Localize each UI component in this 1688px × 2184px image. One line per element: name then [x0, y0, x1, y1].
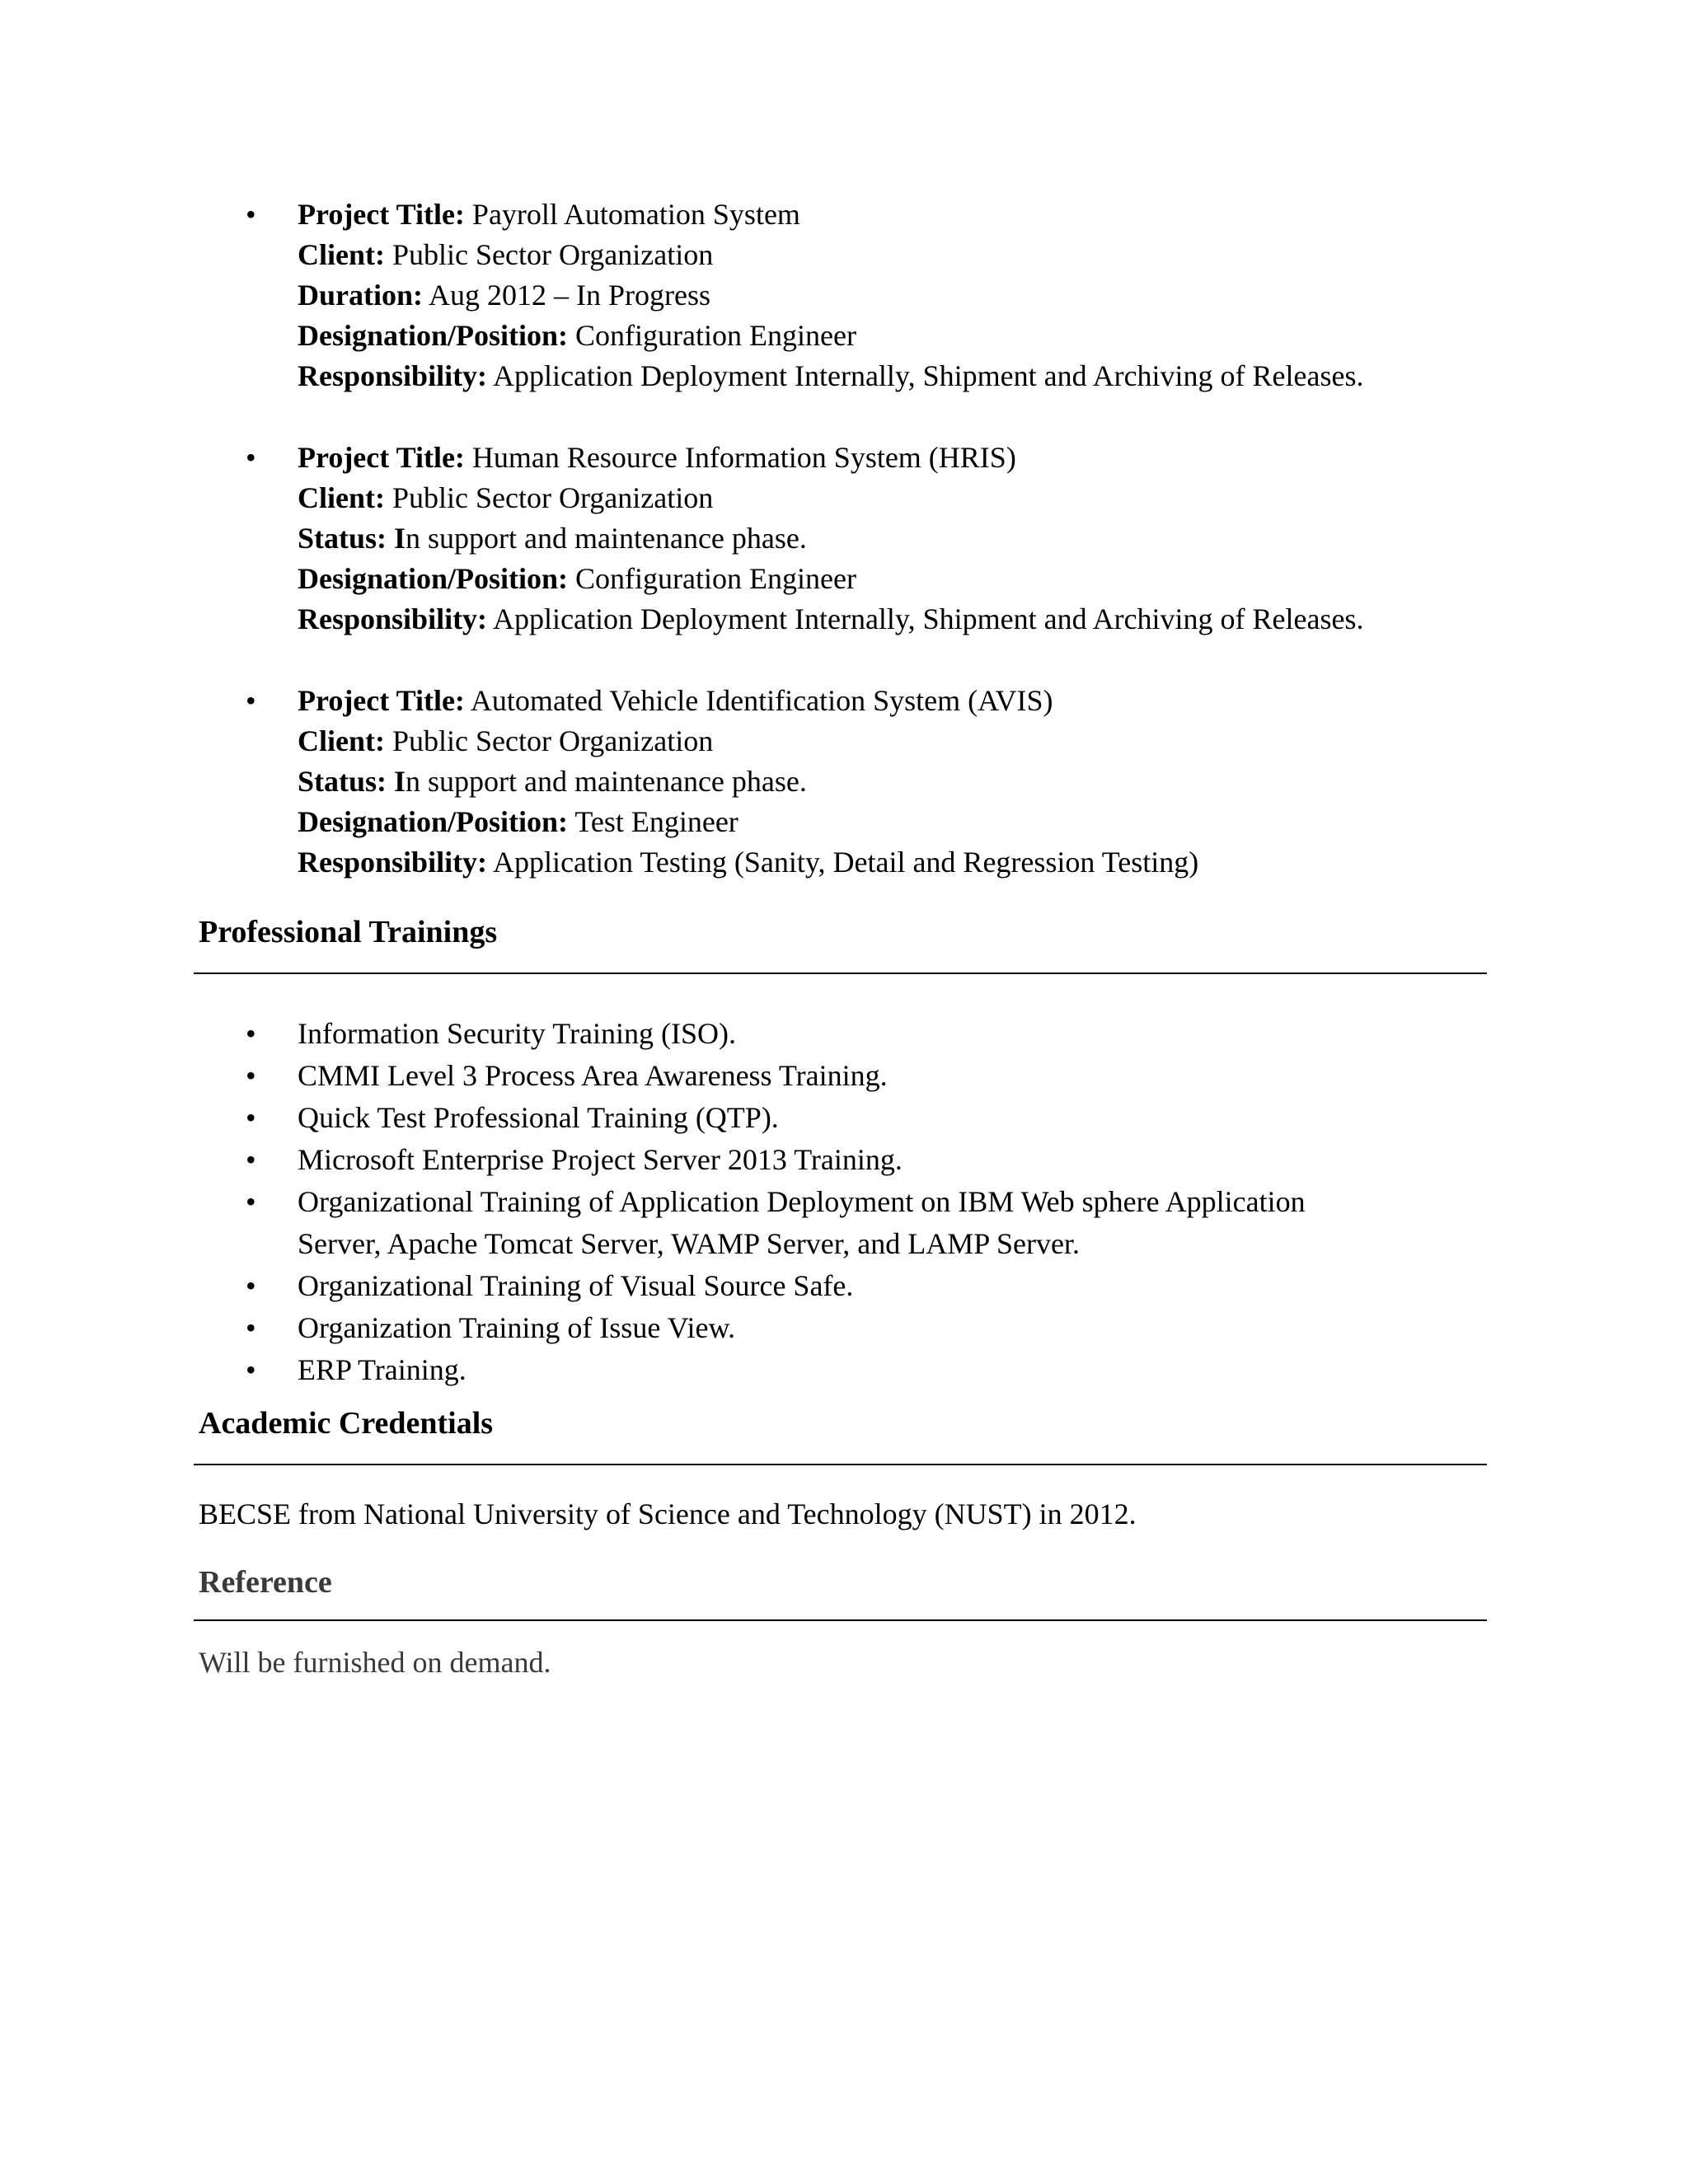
project-details	[298, 681, 1688, 883]
section-divider	[194, 972, 1487, 974]
training-item	[0, 1265, 1688, 1307]
field-value: Public Sector Organization	[384, 481, 714, 514]
section-divider	[194, 1464, 1487, 1465]
bullet-icon: •	[246, 684, 256, 717]
project-title-line	[298, 681, 1688, 721]
field-label: Project Title:	[298, 441, 465, 474]
field-label: Status: I	[298, 522, 406, 555]
training-item	[0, 1307, 1688, 1349]
bullet-icon: •	[246, 441, 256, 474]
section-divider	[194, 1619, 1487, 1621]
training-text: ERP Training.	[298, 1353, 467, 1386]
field-value: Public Sector Organization	[384, 238, 714, 271]
field-label: Client:	[298, 238, 385, 271]
project-details	[298, 438, 1688, 640]
reference-text: Will be furnished on demand.	[199, 1646, 551, 1679]
field-label: Project Title:	[298, 684, 465, 717]
field-value: Human Resource Information System (HRIS)	[464, 441, 1016, 474]
field-value: Payroll Automation System	[464, 198, 800, 231]
training-text: Organizational Training of Application Deployment on IBM Web sphere Application Server, Apache Tomcat Server, WAMP Server, and LAMP Server.	[298, 1185, 1306, 1260]
field-value: Aug 2012 – In Progress	[423, 279, 710, 312]
project-item	[0, 438, 1688, 640]
client-line	[298, 721, 1688, 762]
project-title-line	[298, 194, 1688, 235]
project-item	[0, 194, 1688, 396]
field-value: Automated Vehicle Identification System (AVIS)	[464, 684, 1053, 717]
section-title-reference: Reference	[199, 1565, 332, 1600]
field-label: Status: I	[298, 765, 406, 798]
bullet-icon: •	[246, 1017, 256, 1050]
field-label: Designation/Position:	[298, 805, 569, 838]
training-text: Organizational Training of Visual Source Safe.	[298, 1269, 854, 1302]
client-line	[298, 478, 1688, 518]
bullet-icon: •	[246, 198, 256, 231]
status-line	[298, 762, 1688, 802]
training-item	[0, 1349, 1688, 1391]
field-label: Responsibility:	[298, 602, 488, 635]
field-value: Test Engineer	[568, 805, 738, 838]
designation-line	[298, 316, 1688, 356]
field-label: Client:	[298, 481, 385, 514]
field-label: Project Title:	[298, 198, 465, 231]
designation-line	[298, 802, 1688, 842]
training-item	[0, 1097, 1688, 1139]
bullet-icon: •	[246, 1311, 256, 1344]
field-label: Designation/Position:	[298, 319, 569, 352]
training-item	[0, 1013, 1688, 1055]
bullet-icon: •	[246, 1143, 256, 1176]
client-line	[298, 235, 1688, 275]
training-item	[0, 1139, 1688, 1181]
bullet-icon: •	[246, 1185, 256, 1218]
field-label: Responsibility:	[298, 846, 488, 879]
training-text: Organization Training of Issue View.	[298, 1311, 736, 1344]
project-title-line	[298, 438, 1688, 478]
section-title-professional-trainings: Professional Trainings	[199, 915, 498, 949]
responsibility-line	[298, 599, 1688, 640]
field-label: Duration:	[298, 279, 423, 312]
training-item	[0, 1055, 1688, 1097]
field-value: Configuration Engineer	[568, 319, 856, 352]
project-details	[298, 194, 1688, 396]
training-text: Quick Test Professional Training (QTP).	[298, 1101, 779, 1134]
bullet-icon: •	[246, 1353, 256, 1386]
duration-line	[298, 275, 1688, 316]
bullet-icon: •	[246, 1101, 256, 1134]
training-text: Information Security Training (ISO).	[298, 1017, 736, 1050]
bullet-icon: •	[246, 1059, 256, 1092]
academic-credentials-text: BECSE from National University of Science and Technology (NUST) in 2012.	[199, 1497, 1137, 1530]
field-label: Responsibility:	[298, 359, 488, 392]
field-value: n support and maintenance phase.	[406, 522, 807, 555]
field-value: Public Sector Organization	[384, 724, 714, 757]
field-value: Application Deployment Internally, Shipment and Archiving of Releases.	[487, 602, 1364, 635]
field-value: Application Testing (Sanity, Detail and Regression Testing)	[487, 846, 1199, 879]
designation-line	[298, 559, 1688, 599]
trainings-list	[0, 1013, 1688, 1391]
field-value: Configuration Engineer	[568, 562, 856, 595]
field-label: Designation/Position:	[298, 562, 569, 595]
project-list	[0, 194, 1688, 924]
field-value: n support and maintenance phase.	[406, 765, 807, 798]
section-title-academic-credentials: Academic Credentials	[199, 1406, 494, 1441]
training-item	[0, 1181, 1688, 1265]
project-item	[0, 681, 1688, 883]
bullet-icon: •	[246, 1269, 256, 1302]
status-line	[298, 518, 1688, 559]
responsibility-line	[298, 842, 1688, 883]
field-label: Client:	[298, 724, 385, 757]
responsibility-line	[298, 356, 1688, 396]
field-value: Application Deployment Internally, Shipment and Archiving of Releases.	[487, 359, 1364, 392]
training-text: Microsoft Enterprise Project Server 2013 Training.	[298, 1143, 903, 1176]
training-text: CMMI Level 3 Process Area Awareness Training.	[298, 1059, 888, 1092]
